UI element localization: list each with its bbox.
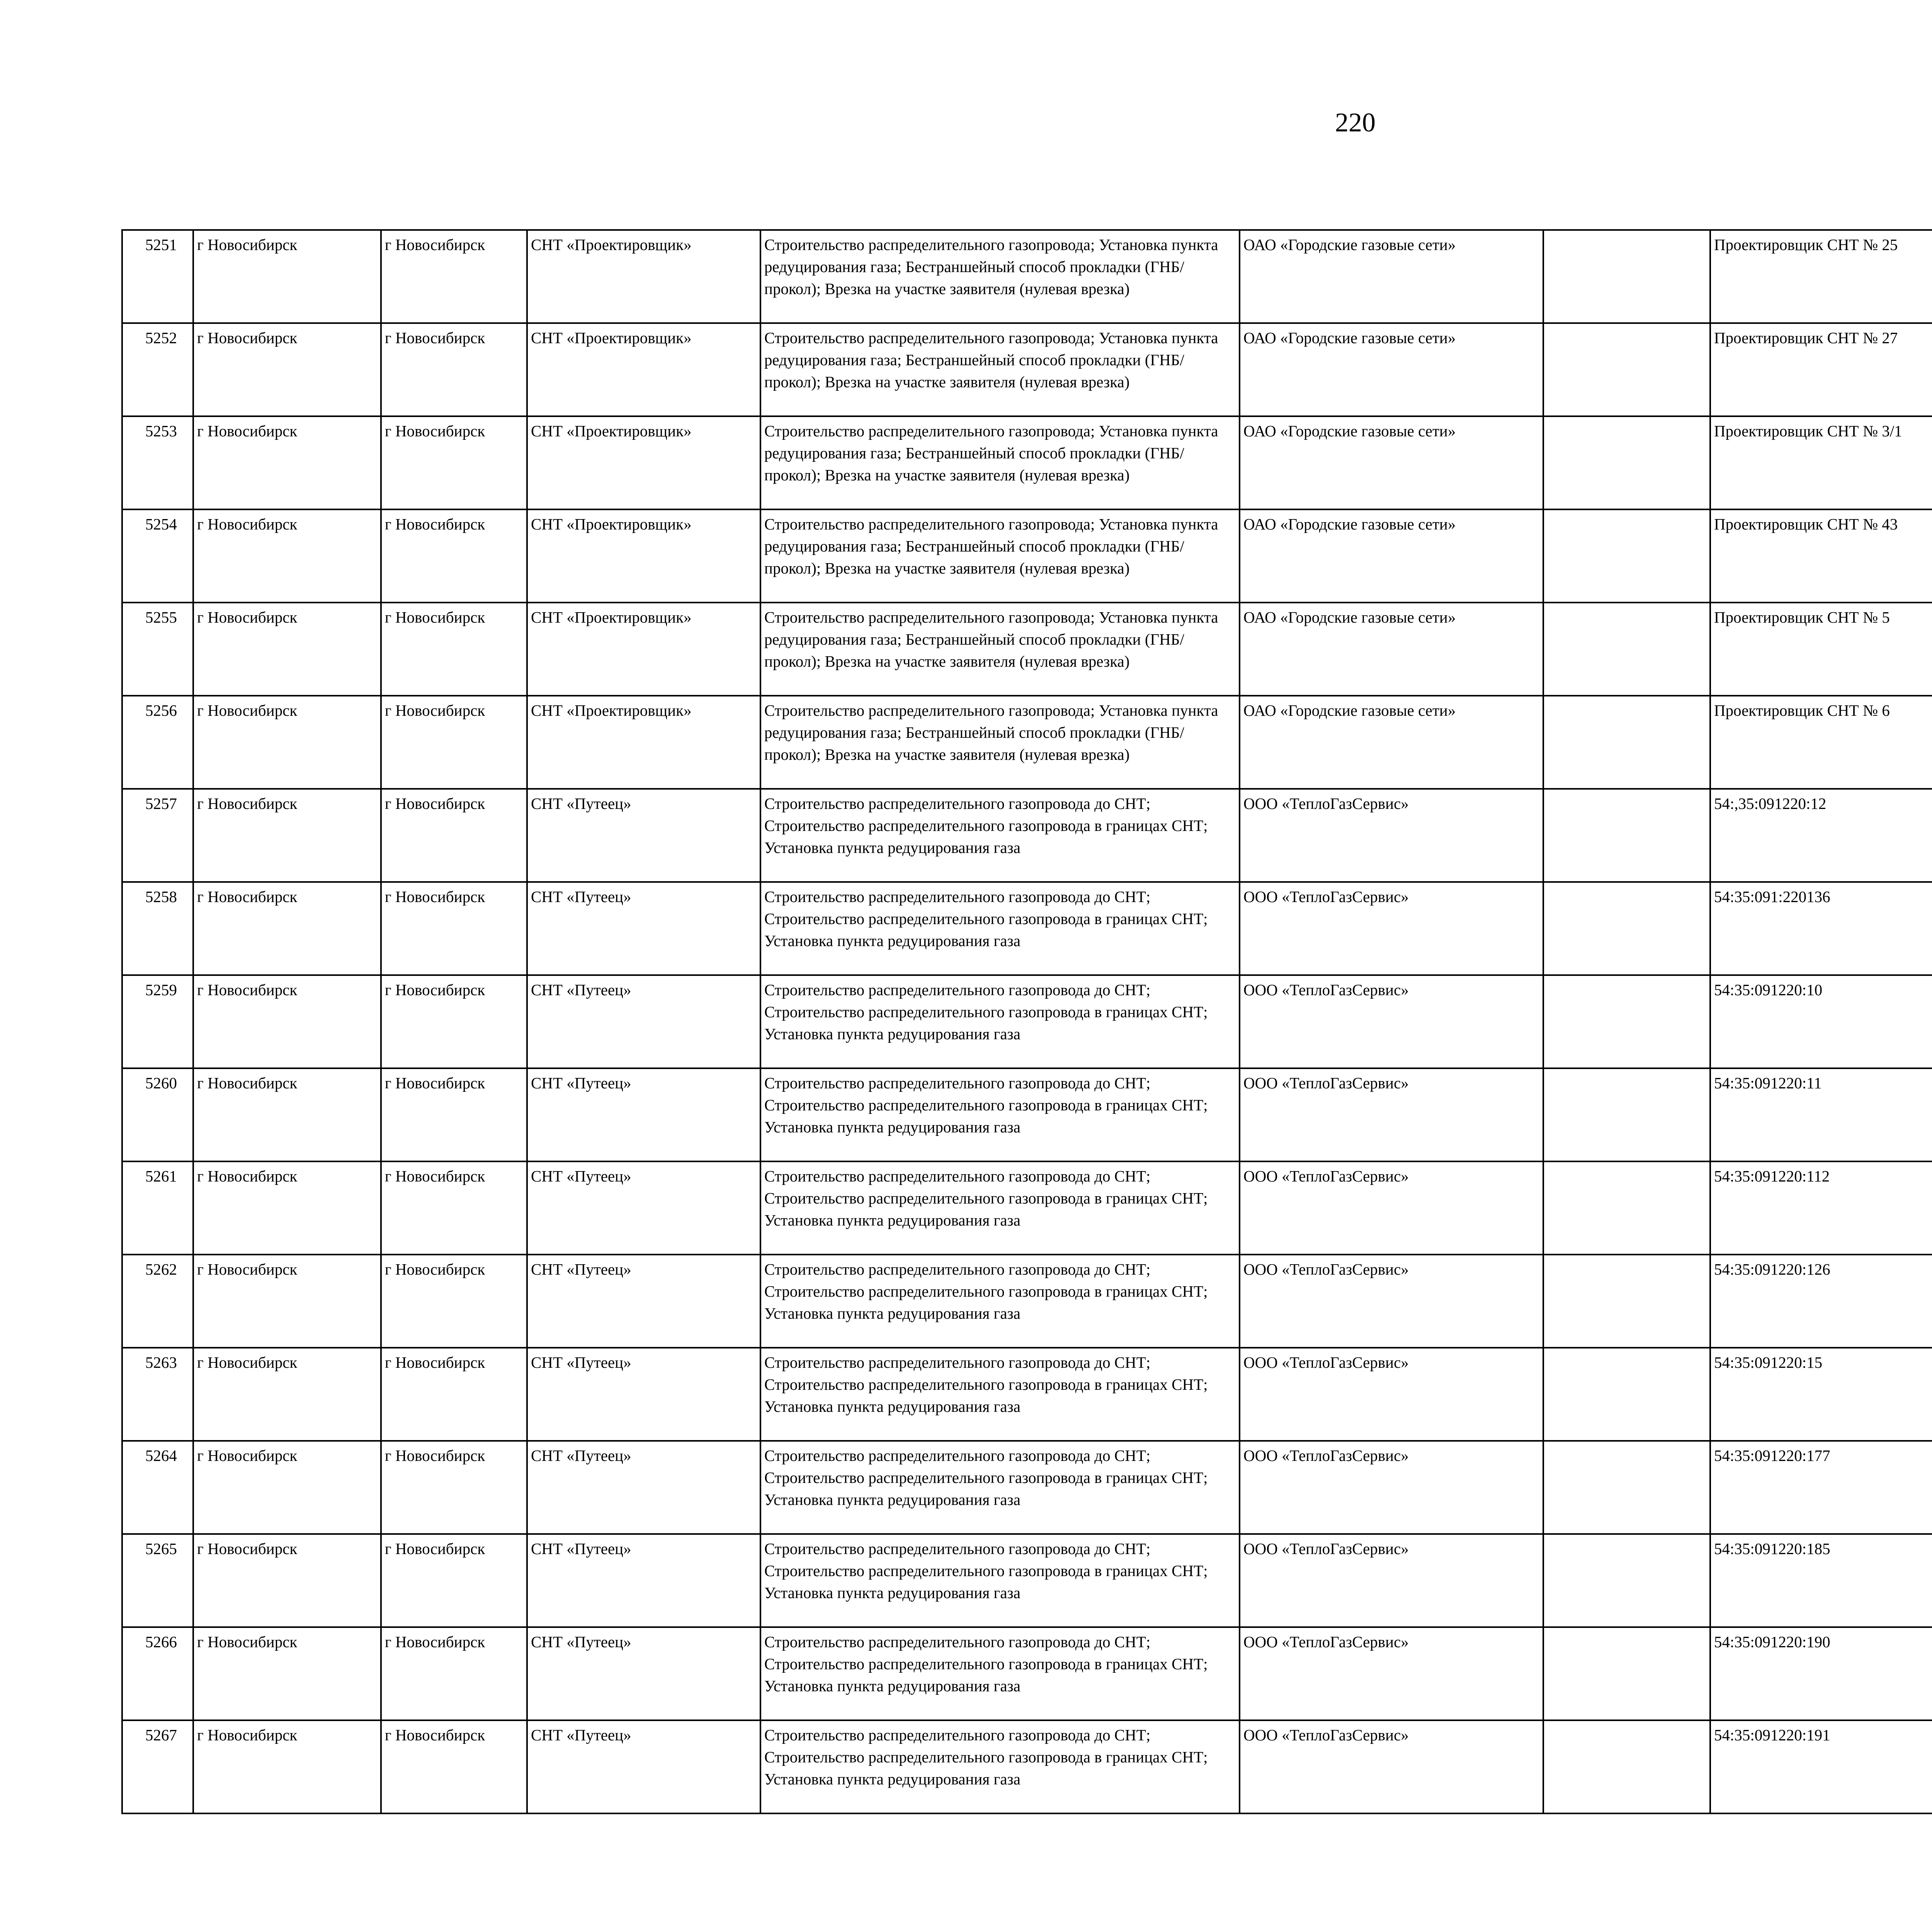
- row-number-cell: 5262: [122, 1255, 193, 1348]
- object-cell: 54:,35:091220:12: [1710, 789, 1932, 882]
- empty-cell: [1543, 789, 1710, 882]
- settlement-cell: СНТ «Путеец»: [527, 789, 760, 882]
- data-table: [121, 229, 1932, 1814]
- empty-cell: [1543, 323, 1710, 416]
- work-description-cell: Строительство распределительного газопровода; Установка пункта редуцирования газа; Бестраншейный способ прокладки (ГНБ/прокол); Врезка на участке заявителя (нулевая врезка): [760, 696, 1240, 789]
- row-number-cell: 5254: [122, 509, 193, 603]
- work-description-cell: Строительство распределительного газопровода; Установка пункта редуцирования газа; Бестраншейный способ прокладки (ГНБ/прокол); Врезка на участке заявителя (нулевая врезка): [760, 603, 1240, 696]
- object-cell: Проектировщик СНТ № 27: [1710, 323, 1932, 416]
- region-cell: г Новосибирск: [193, 1348, 381, 1441]
- region-cell: г Новосибирск: [193, 416, 381, 509]
- settlement-cell: СНТ «Путеец»: [527, 1441, 760, 1534]
- empty-cell: [1543, 1534, 1710, 1627]
- settlement-cell: СНТ «Путеец»: [527, 1627, 760, 1720]
- region-cell: г Новосибирск: [193, 603, 381, 696]
- settlement-cell: СНТ «Проектировщик»: [527, 603, 760, 696]
- work-description-cell: Строительство распределительного газопровода до СНТ; Строительство распределительного газопровода в границах СНТ; Установка пункта редуцирования газа: [760, 882, 1240, 975]
- object-cell: Проектировщик СНТ № 3/1: [1710, 416, 1932, 509]
- region-cell: г Новосибирск: [193, 1161, 381, 1255]
- row-number-cell: 5257: [122, 789, 193, 882]
- region-cell: г Новосибирск: [193, 1534, 381, 1627]
- organization-cell: ОАО «Городские газовые сети»: [1240, 416, 1543, 509]
- work-description-cell: Строительство распределительного газопровода; Установка пункта редуцирования газа; Бестраншейный способ прокладки (ГНБ/прокол); Врезка на участке заявителя (нулевая врезка): [760, 230, 1240, 323]
- object-cell: 54:35:091220:177: [1710, 1441, 1932, 1534]
- table-row: [122, 1720, 1932, 1813]
- empty-cell: [1543, 1627, 1710, 1720]
- object-cell: 54:35:091220:15: [1710, 1348, 1932, 1441]
- region-cell: г Новосибирск: [193, 696, 381, 789]
- region-cell: г Новосибирск: [193, 323, 381, 416]
- locality-cell: г Новосибирск: [381, 1348, 527, 1441]
- organization-cell: ООО «ТеплоГазСервис»: [1240, 882, 1543, 975]
- work-description-cell: Строительство распределительного газопровода; Установка пункта редуцирования газа; Бестраншейный способ прокладки (ГНБ/прокол); Врезка на участке заявителя (нулевая врезка): [760, 509, 1240, 603]
- organization-cell: ОАО «Городские газовые сети»: [1240, 696, 1543, 789]
- work-description-cell: Строительство распределительного газопровода до СНТ; Строительство распределительного газопровода в границах СНТ; Установка пункта редуцирования газа: [760, 1068, 1240, 1161]
- empty-cell: [1543, 230, 1710, 323]
- settlement-cell: СНТ «Путеец»: [527, 1255, 760, 1348]
- empty-cell: [1543, 975, 1710, 1068]
- table-row: [122, 416, 1932, 509]
- table-row: [122, 1068, 1932, 1161]
- object-cell: 54:35:091220:185: [1710, 1534, 1932, 1627]
- empty-cell: [1543, 1161, 1710, 1255]
- empty-cell: [1543, 1720, 1710, 1813]
- locality-cell: г Новосибирск: [381, 1534, 527, 1627]
- row-number-cell: 5267: [122, 1720, 193, 1813]
- work-description-cell: Строительство распределительного газопровода до СНТ; Строительство распределительного газопровода в границах СНТ; Установка пункта редуцирования газа: [760, 975, 1240, 1068]
- work-description-cell: Строительство распределительного газопровода; Установка пункта редуцирования газа; Бестраншейный способ прокладки (ГНБ/прокол); Врезка на участке заявителя (нулевая врезка): [760, 323, 1240, 416]
- locality-cell: г Новосибирск: [381, 1255, 527, 1348]
- work-description-cell: Строительство распределительного газопровода до СНТ; Строительство распределительного газопровода в границах СНТ; Установка пункта редуцирования газа: [760, 1627, 1240, 1720]
- row-number-cell: 5251: [122, 230, 193, 323]
- empty-cell: [1543, 696, 1710, 789]
- row-number-cell: 5255: [122, 603, 193, 696]
- table-row: [122, 230, 1932, 323]
- settlement-cell: СНТ «Путеец»: [527, 1161, 760, 1255]
- organization-cell: ОАО «Городские газовые сети»: [1240, 603, 1543, 696]
- work-description-cell: Строительство распределительного газопровода до СНТ; Строительство распределительного газопровода в границах СНТ; Установка пункта редуцирования газа: [760, 1255, 1240, 1348]
- table-row: [122, 1348, 1932, 1441]
- table-row: [122, 1255, 1932, 1348]
- empty-cell: [1543, 882, 1710, 975]
- empty-cell: [1543, 416, 1710, 509]
- object-cell: Проектировщик СНТ № 6: [1710, 696, 1932, 789]
- settlement-cell: СНТ «Путеец»: [527, 1720, 760, 1813]
- work-description-cell: Строительство распределительного газопровода до СНТ; Строительство распределительного газопровода в границах СНТ; Установка пункта редуцирования газа: [760, 1348, 1240, 1441]
- organization-cell: ООО «ТеплоГазСервис»: [1240, 1161, 1543, 1255]
- region-cell: г Новосибирск: [193, 1441, 381, 1534]
- settlement-cell: СНТ «Проектировщик»: [527, 509, 760, 603]
- settlement-cell: СНТ «Путеец»: [527, 1534, 760, 1627]
- row-number-cell: 5252: [122, 323, 193, 416]
- locality-cell: г Новосибирск: [381, 1720, 527, 1813]
- organization-cell: ООО «ТеплоГазСервис»: [1240, 1441, 1543, 1534]
- empty-cell: [1543, 509, 1710, 603]
- settlement-cell: СНТ «Путеец»: [527, 882, 760, 975]
- region-cell: г Новосибирск: [193, 1720, 381, 1813]
- table-row: [122, 789, 1932, 882]
- region-cell: г Новосибирск: [193, 1627, 381, 1720]
- organization-cell: ОАО «Городские газовые сети»: [1240, 509, 1543, 603]
- settlement-cell: СНТ «Путеец»: [527, 1068, 760, 1161]
- object-cell: 54:35:091220:112: [1710, 1161, 1932, 1255]
- organization-cell: ООО «ТеплоГазСервис»: [1240, 1627, 1543, 1720]
- locality-cell: г Новосибирск: [381, 323, 527, 416]
- organization-cell: ООО «ТеплоГазСервис»: [1240, 975, 1543, 1068]
- object-cell: 54:35:091220:190: [1710, 1627, 1932, 1720]
- table-row: [122, 975, 1932, 1068]
- locality-cell: г Новосибирск: [381, 975, 527, 1068]
- region-cell: г Новосибирск: [193, 230, 381, 323]
- table-row: [122, 509, 1932, 603]
- work-description-cell: Строительство распределительного газопровода до СНТ; Строительство распределительного газопровода в границах СНТ; Установка пункта редуцирования газа: [760, 1441, 1240, 1534]
- locality-cell: г Новосибирск: [381, 1441, 527, 1534]
- locality-cell: г Новосибирск: [381, 789, 527, 882]
- organization-cell: ОАО «Городские газовые сети»: [1240, 323, 1543, 416]
- table-row: [122, 323, 1932, 416]
- table-row: [122, 1441, 1932, 1534]
- locality-cell: г Новосибирск: [381, 603, 527, 696]
- empty-cell: [1543, 603, 1710, 696]
- row-number-cell: 5264: [122, 1441, 193, 1534]
- object-cell: 54:35:091220:126: [1710, 1255, 1932, 1348]
- empty-cell: [1543, 1441, 1710, 1534]
- region-cell: г Новосибирск: [193, 882, 381, 975]
- settlement-cell: СНТ «Путеец»: [527, 975, 760, 1068]
- row-number-cell: 5265: [122, 1534, 193, 1627]
- settlement-cell: СНТ «Проектировщик»: [527, 323, 760, 416]
- table-row: [122, 696, 1932, 789]
- organization-cell: ООО «ТеплоГазСервис»: [1240, 1720, 1543, 1813]
- row-number-cell: 5261: [122, 1161, 193, 1255]
- organization-cell: ООО «ТеплоГазСервис»: [1240, 789, 1543, 882]
- settlement-cell: СНТ «Путеец»: [527, 1348, 760, 1441]
- row-number-cell: 5256: [122, 696, 193, 789]
- locality-cell: г Новосибирск: [381, 416, 527, 509]
- table-row: [122, 1627, 1932, 1720]
- locality-cell: г Новосибирск: [381, 696, 527, 789]
- locality-cell: г Новосибирск: [381, 509, 527, 603]
- row-number-cell: 5259: [122, 975, 193, 1068]
- work-description-cell: Строительство распределительного газопровода до СНТ; Строительство распределительного газопровода в границах СНТ; Установка пункта редуцирования газа: [760, 1161, 1240, 1255]
- table-row: [122, 882, 1932, 975]
- organization-cell: ООО «ТеплоГазСервис»: [1240, 1255, 1543, 1348]
- locality-cell: г Новосибирск: [381, 230, 527, 323]
- region-cell: г Новосибирск: [193, 509, 381, 603]
- table-row: [122, 603, 1932, 696]
- object-cell: Проектировщик СНТ № 5: [1710, 603, 1932, 696]
- work-description-cell: Строительство распределительного газопровода до СНТ; Строительство распределительного газопровода в границах СНТ; Установка пункта редуцирования газа: [760, 1720, 1240, 1813]
- table-row: [122, 1161, 1932, 1255]
- organization-cell: ООО «ТеплоГазСервис»: [1240, 1348, 1543, 1441]
- empty-cell: [1543, 1255, 1710, 1348]
- row-number-cell: 5253: [122, 416, 193, 509]
- locality-cell: г Новосибирск: [381, 1161, 527, 1255]
- settlement-cell: СНТ «Проектировщик»: [527, 230, 760, 323]
- object-cell: 54:35:091220:191: [1710, 1720, 1932, 1813]
- locality-cell: г Новосибирск: [381, 1068, 527, 1161]
- region-cell: г Новосибирск: [193, 1255, 381, 1348]
- settlement-cell: СНТ «Проектировщик»: [527, 416, 760, 509]
- row-number-cell: 5258: [122, 882, 193, 975]
- organization-cell: ООО «ТеплоГазСервис»: [1240, 1068, 1543, 1161]
- organization-cell: ООО «ТеплоГазСервис»: [1240, 1534, 1543, 1627]
- region-cell: г Новосибирск: [193, 975, 381, 1068]
- table-row: [122, 1534, 1932, 1627]
- region-cell: г Новосибирск: [193, 789, 381, 882]
- region-cell: г Новосибирск: [193, 1068, 381, 1161]
- object-cell: Проектировщик СНТ № 25: [1710, 230, 1932, 323]
- object-cell: 54:35:091220:11: [1710, 1068, 1932, 1161]
- work-description-cell: Строительство распределительного газопровода; Установка пункта редуцирования газа; Бестраншейный способ прокладки (ГНБ/прокол); Врезка на участке заявителя (нулевая врезка): [760, 416, 1240, 509]
- object-cell: Проектировщик СНТ № 43: [1710, 509, 1932, 603]
- row-number-cell: 5260: [122, 1068, 193, 1161]
- table-body: [122, 230, 1932, 1813]
- empty-cell: [1543, 1068, 1710, 1161]
- settlement-cell: СНТ «Проектировщик»: [527, 696, 760, 789]
- row-number-cell: 5263: [122, 1348, 193, 1441]
- locality-cell: г Новосибирск: [381, 882, 527, 975]
- object-cell: 54:35:091220:10: [1710, 975, 1932, 1068]
- row-number-cell: 5266: [122, 1627, 193, 1720]
- empty-cell: [1543, 1348, 1710, 1441]
- locality-cell: г Новосибирск: [381, 1627, 527, 1720]
- object-cell: 54:35:091:220136: [1710, 882, 1932, 975]
- organization-cell: ОАО «Городские газовые сети»: [1240, 230, 1543, 323]
- work-description-cell: Строительство распределительного газопровода до СНТ; Строительство распределительного газопровода в границах СНТ; Установка пункта редуцирования газа: [760, 1534, 1240, 1627]
- page-number: 220: [1335, 108, 1376, 138]
- work-description-cell: Строительство распределительного газопровода до СНТ; Строительство распределительного газопровода в границах СНТ; Установка пункта редуцирования газа: [760, 789, 1240, 882]
